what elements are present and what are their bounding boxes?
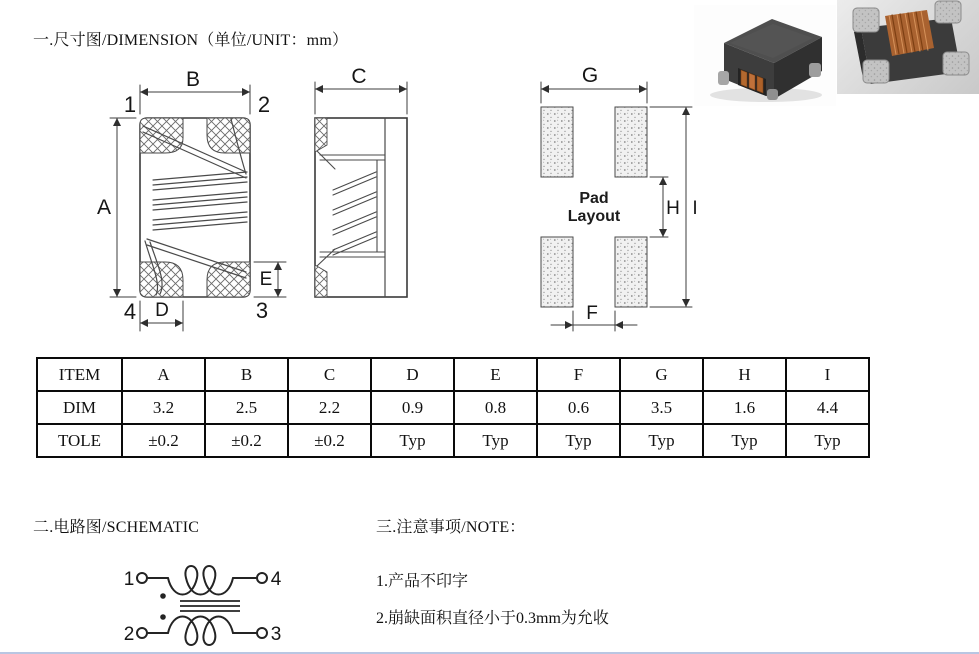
schematic-pin-4: 4 [270,569,282,590]
corner-label-2: 2 [257,92,271,117]
table-cell: ±0.2 [288,424,371,457]
table-cell: 2.5 [205,391,288,424]
solder-pad [615,237,647,307]
table-cell: 3.2 [122,391,205,424]
pad-layout-caption-line1: Pad [579,190,609,207]
table-cell: 1.6 [703,391,786,424]
table-tole-row [37,424,869,457]
side-view-body [315,118,407,297]
inductor-photo-front [837,0,979,94]
table-cell: 0.8 [454,391,537,424]
table-header-row [37,358,869,391]
table-cell: B [205,358,288,391]
table-cell: ±0.2 [205,424,288,457]
table-cell: E [454,358,537,391]
dimension-table [36,357,870,458]
phase-dot [160,593,166,599]
dim-label-f: F [586,303,598,324]
table-cell: D [371,358,454,391]
schematic-section-title: 二.电路图/SCHEMATIC [33,519,200,536]
table-cell: Typ [703,424,786,457]
table-cell: F [537,358,620,391]
front-view-drawing [97,68,286,331]
solder-pad [541,237,573,307]
dim-label-a: A [96,196,112,219]
corner-label-4: 4 [123,299,137,324]
table-cell: 3.5 [620,391,703,424]
table-cell: I [786,358,869,391]
table-cell: Typ [537,424,620,457]
table-cell: ITEM [37,358,122,391]
terminal-pad-hatch [140,118,183,153]
pad-layout-drawing [541,64,698,331]
table-cell: TOLE [37,424,122,457]
table-cell: DIM [37,391,122,424]
table-cell: A [122,358,205,391]
table-cell: Typ [786,424,869,457]
dim-label-g: G [581,64,599,87]
side-view-drawing [315,65,407,297]
solder-pad [541,107,573,177]
inductor-photo-angled [694,5,836,106]
schematic-pin-3: 3 [270,624,282,645]
dim-label-e: E [259,269,273,290]
dimension-drawings [88,58,738,348]
terminal-pad-hatch [207,118,250,153]
table-cell: 0.9 [371,391,454,424]
table-cell: H [703,358,786,391]
schematic-pin-2: 2 [123,624,135,645]
dim-label-b: B [185,68,201,91]
table-cell: Typ [371,424,454,457]
corner-label-3: 3 [255,298,269,323]
corner-label-1: 1 [123,92,137,117]
product-photo-right [837,0,979,94]
page-title: 一.尺寸图/DIMENSION（单位/UNIT：mm） [33,32,349,49]
schematic-pin-1: 1 [123,569,135,590]
product-photo-left [694,5,836,106]
table-cell: G [620,358,703,391]
dim-label-c: C [351,65,367,88]
solder-pad [615,107,647,177]
table-cell: 0.6 [537,391,620,424]
table-cell: Typ [454,424,537,457]
table-cell: C [288,358,371,391]
pad-layout-caption-line2: Layout [567,208,621,225]
table-cell: ±0.2 [122,424,205,457]
dim-label-h: H [666,198,680,219]
table-cell: 2.2 [288,391,371,424]
transformer-core-lines [180,601,240,611]
table-cell: 4.4 [786,391,869,424]
table-cell: Typ [620,424,703,457]
note-section-title: 三.注意事项/NOTE： [376,519,526,536]
note-line-1: 1.产品不印字 [376,573,469,590]
schematic-drawing [105,562,295,654]
note-line-2: 2.崩缺面积直径小于0.3mm为允收 [376,610,609,627]
phase-dot [160,614,166,620]
table-dim-row [37,391,869,424]
dim-label-i: I [692,198,698,219]
dim-label-d: D [155,300,169,321]
